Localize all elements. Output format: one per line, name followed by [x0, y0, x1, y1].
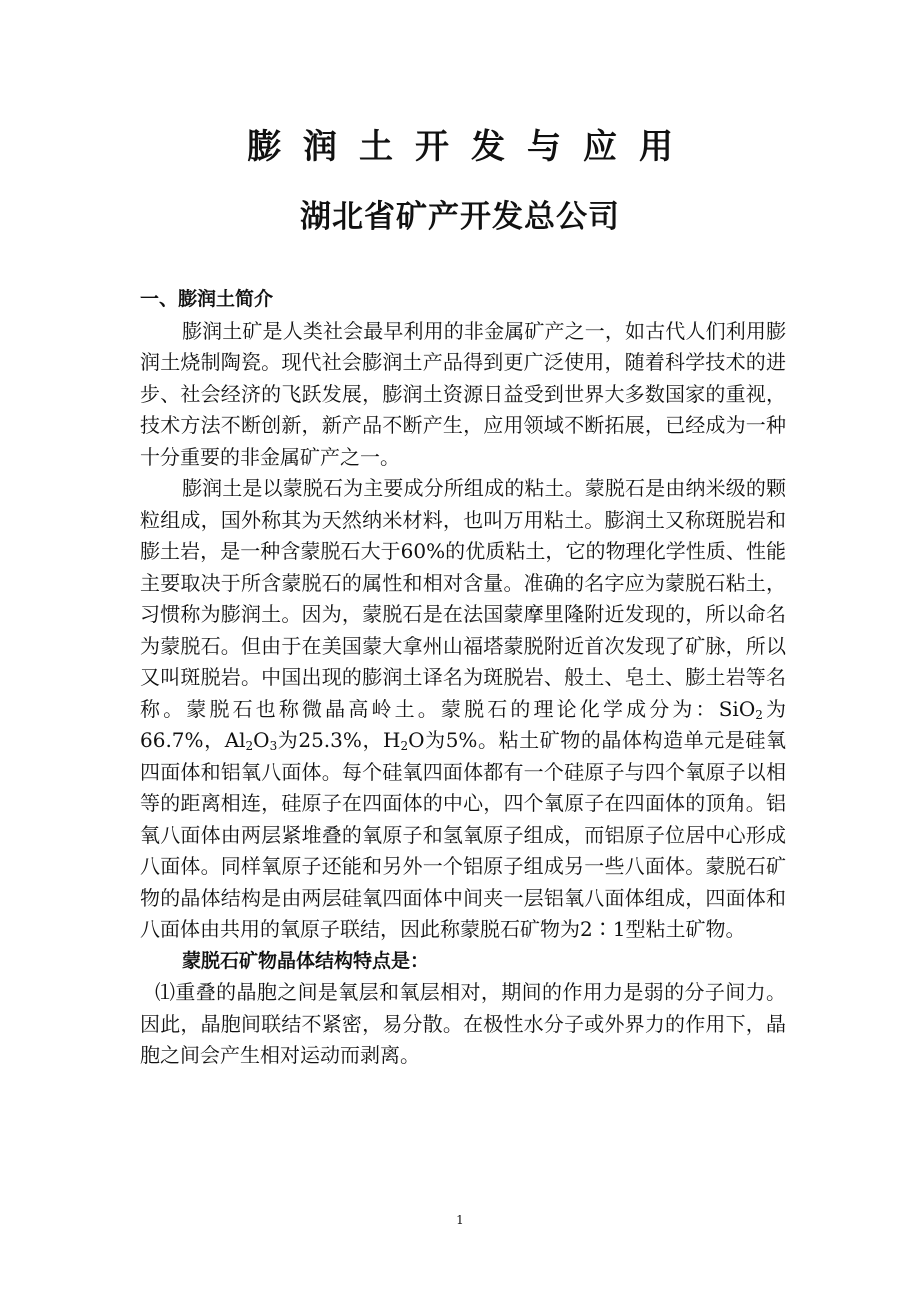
document-title: 膨润土开发与应用: [247, 127, 695, 167]
paragraph-montmorillonite: [140, 473, 786, 946]
paragraph-intro: 膨润土矿是人类社会最早利用的非金属矿产之一，如古代人们利用膨润土烧制陶瓷。现代社会膨润土产品得到更广泛使用，随着科学技术的进步、社会经济的飞跃发展，膨润土资源日益受到世界大多数国家的重视，技术方法不断创新，新产品不断产生，应用领域不断拓展，已经成为一种十分重要的非金属矿产之一。: [140, 318, 786, 469]
formula-sio2: SiO$_2$: [718, 696, 763, 722]
value-sio2: 为66.7%，: [140, 696, 787, 752]
paragraph-text-continued: 粘土矿物的晶体构造单元是硅氧四面体和铝氧八面体。每个硅氧四面体都有一个硅原子与四个氧原子以相等的距离相连，硅原子在四面体的中心，四个氧原子在四面体的顶角。铝氧八面体由两层紧堆叠的氧原子和氢氧原子组成，而铝原子位居中心形成八面体。同样氧原子还能和另外一个铝原子组成另一些八面体。蒙脱石矿物的晶体结构是由两层硅氧四面体中间夹一层铝氧八面体组成，四面体和八面体由共用的氧原子联结，因此称蒙脱石矿物为2∶1型粘土矿物。: [140, 728, 786, 941]
document-body: [140, 284, 786, 1072]
formula-al2o3: $Al_2O_3$: [224, 728, 278, 753]
list-item: ⑴重叠的晶胞之间是氧层和氧层相对，期间的作用力是弱的分子间力。因此，晶胞间联结不紧密，易分散。在极性水分子或外界力的作用下，晶胞之间会产生相对运动而剥离。: [140, 980, 786, 1067]
paragraph-text: 膨润土是以蒙脱石为主要成分所组成的粘土。蒙脱石是由纳米级的颗粒组成，国外称其为天然纳米材料，也叫万用粘土。膨润土又称斑脱岩和膨土岩，是一种含蒙脱石大于60%的优质粘土，它的物理化学性质、性能主要取决于所含蒙脱石的属性和相对含量。准确的名字应为蒙脱石粘土，习惯称为膨润土。因为，蒙脱石是在法国蒙摩里隆附近发现的，所以命名为蒙脱石。但由于在美国蒙大拿州山福塔蒙脱附近首次发现了矿脉，所以又叫斑脱岩。中国出现的膨润土译名为斑脱岩、般土、皂土、膨土岩等名称。蒙脱石也称微晶高岭土。蒙脱石的理论化学成分为：: [140, 476, 786, 721]
formula-h2o: $H_2O$: [383, 728, 425, 753]
value-al2o3: 为25.3%，: [277, 728, 384, 752]
structure-features-heading: 蒙脱石矿物晶体结构特点是：: [182, 949, 430, 972]
value-h2o: 为5%。: [424, 728, 499, 752]
document-subtitle: 湖北省矿产开发总公司: [300, 199, 620, 235]
section-heading: 一、膨润土简介: [140, 288, 274, 310]
page-number: 1: [456, 1213, 464, 1227]
